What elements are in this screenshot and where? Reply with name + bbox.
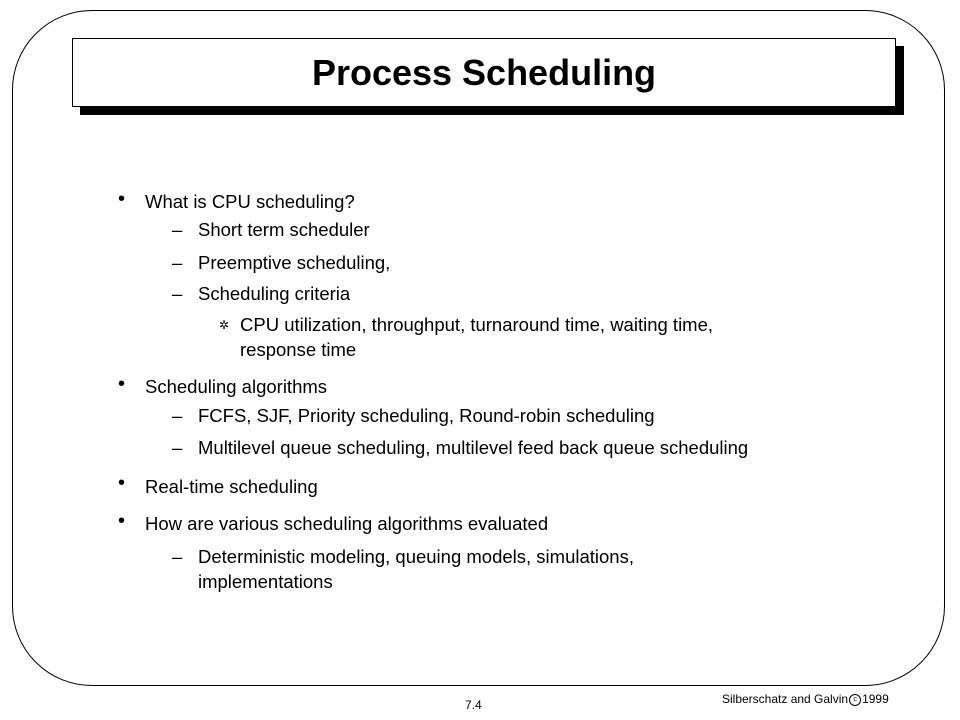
- credit-line: [722, 692, 889, 706]
- bullet-marker: •: [118, 472, 126, 494]
- slide-title: Process Scheduling: [311, 51, 657, 93]
- sub-bullet-text-cont: implementations: [198, 571, 333, 592]
- dash-marker: –: [172, 405, 183, 426]
- bullet-text: Real-time scheduling: [145, 476, 318, 497]
- sub-sub-bullet-text: CPU utilization, throughput, turnaround time, waiting time,: [240, 314, 714, 335]
- bullet-text: What is CPU scheduling?: [145, 191, 355, 212]
- dash-marker: –: [172, 219, 183, 240]
- bullet-text: How are various scheduling algorithms evaluated: [145, 513, 549, 534]
- sub-bullet-text: Deterministic modeling, queuing models, simulations,: [198, 546, 634, 567]
- sub-bullet-text: FCFS, SJF, Priority scheduling, Round-robin scheduling: [198, 405, 655, 426]
- asterisk-bullet-icon: ✲: [219, 318, 230, 332]
- dash-marker: –: [172, 283, 183, 304]
- bullet-marker: •: [118, 510, 126, 532]
- sub-bullet-text: Multilevel queue scheduling, multilevel feed back queue scheduling: [198, 437, 749, 458]
- bullet-marker: •: [118, 373, 126, 395]
- sub-sub-bullet-text-cont: response time: [240, 339, 357, 360]
- credit-year: 1999: [862, 692, 889, 706]
- copyright-icon: c: [849, 694, 861, 706]
- dash-marker: –: [172, 437, 183, 458]
- dash-marker: –: [172, 252, 183, 273]
- bullet-text: Scheduling algorithms: [145, 376, 328, 397]
- sub-bullet-text: Preemptive scheduling,: [198, 252, 391, 273]
- page-number: 7.4: [465, 698, 482, 712]
- sub-bullet-text: Scheduling criteria: [198, 283, 351, 304]
- dash-marker: –: [172, 546, 183, 567]
- credit-name: Silberschatz and Galvin: [722, 692, 849, 706]
- bullet-marker: •: [118, 188, 126, 210]
- sub-bullet-text: Short term scheduler: [198, 219, 370, 240]
